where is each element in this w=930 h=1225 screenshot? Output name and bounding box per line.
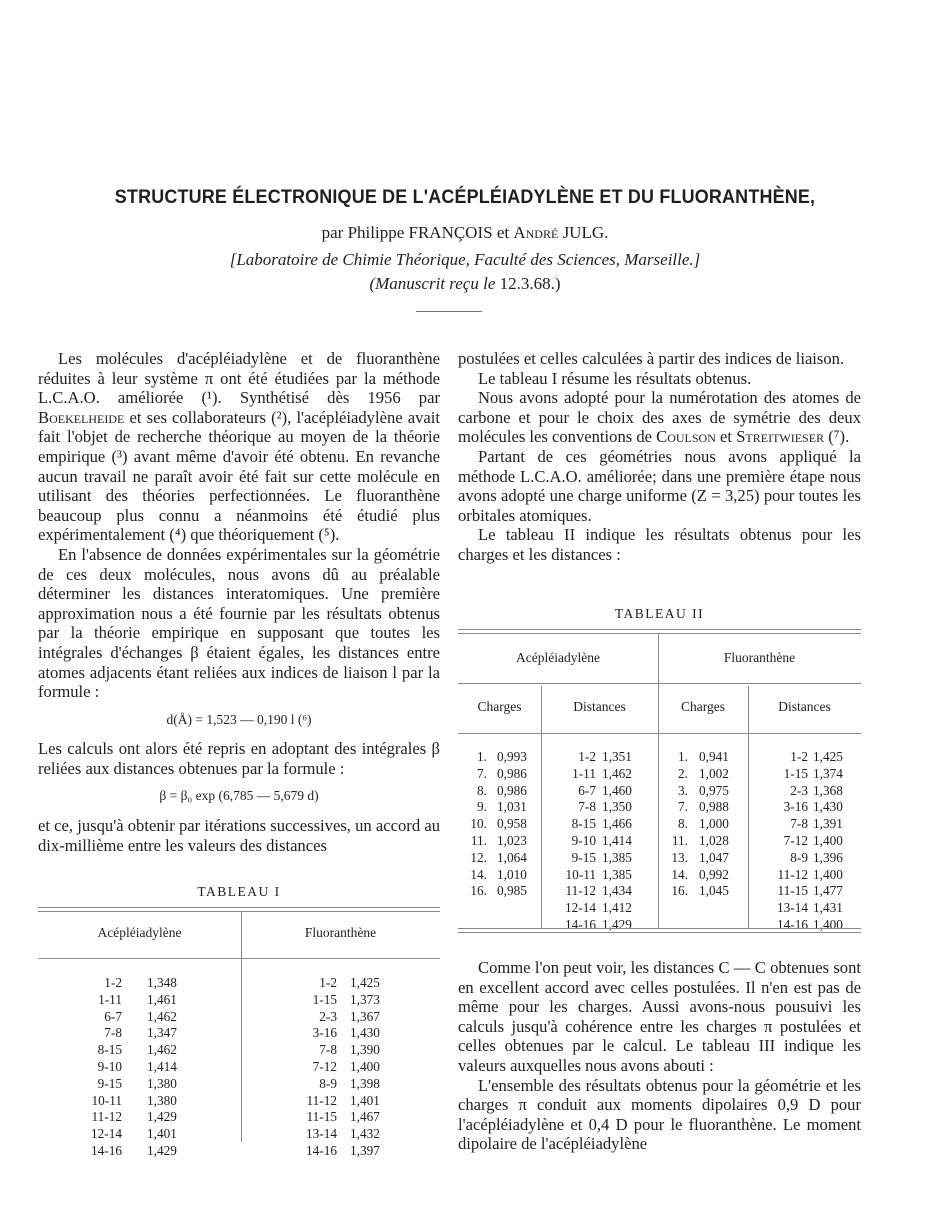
table-cell: 1,400 [813,832,843,848]
table-cell: 1,397 [350,1142,380,1158]
table-cell: 7-8 [790,816,808,832]
table-cell: 11-12 [306,1092,337,1108]
table1-b-bonds [285,975,337,1160]
table-cell: 11. [671,832,688,848]
table-cell: 1,414 [602,832,632,848]
table-cell: 1,400 [350,1058,380,1074]
table-cell: 1,430 [350,1025,380,1041]
table2-sub-charges-a: Charges [477,699,522,714]
table-cell: 1-2 [790,749,808,764]
table-cell: 7-12 [783,832,808,848]
table-cell: 1. [678,749,688,764]
table-cell: 2-3 [319,1008,337,1024]
table-cell: 13-14 [776,900,808,916]
table-cell: 6-7 [578,782,596,798]
table-cell: 13. [671,849,688,865]
table-cell: 1,462 [147,1008,177,1024]
authors-prefix: par Philippe FRANÇOIS et [321,223,514,242]
table-cell: 14. [671,866,688,882]
table-cell: 1,429 [602,916,632,932]
table-cell: 1,023 [497,832,527,848]
table-cell: 1,350 [602,799,632,815]
table-cell: 10-11 [91,1092,122,1108]
table2-b-atoms [664,749,688,900]
table-cell: 1,391 [813,816,843,832]
table-cell: 1,477 [813,883,843,899]
table-cell: 0,988 [699,799,729,815]
table-cell: 1,000 [699,816,729,832]
table-cell: 1,429 [147,1109,177,1125]
table-cell: 7-8 [319,1042,337,1058]
table-cell: 14-16 [564,916,596,932]
table-cell: 1,045 [699,883,729,899]
table-cell: 1,401 [147,1126,177,1142]
table-cell: 1,434 [602,883,632,899]
table-cell: 11-12 [565,883,596,899]
table-cell: 2. [678,765,688,781]
table2-b-charges [699,749,745,900]
numerotation-text-b: (⁷). [824,427,850,447]
table-cell: 11-15 [306,1109,337,1125]
table-cell: 14-16 [305,1142,337,1158]
paragraph-numerotation [458,388,861,447]
table-cell: 1,380 [147,1092,177,1108]
table2-sub-divider-a [541,686,542,928]
table-cell: 8-9 [319,1075,337,1091]
received-close: ) [554,274,561,293]
table-cell: 1-15 [312,991,337,1007]
table-cell: 1,028 [699,832,729,848]
table2-sub-distances-a: Distances [573,699,626,714]
table-cell: 1-15 [783,765,808,781]
table-cell: 1,412 [602,900,632,916]
table1-a-values [147,975,207,1160]
table-cell: 16. [671,883,688,899]
table-cell: 0,941 [699,749,729,764]
formula-beta: β = β₀ exp (6,785 — 5,679 d) [159,788,319,804]
table-cell: 10. [470,816,487,832]
table-cell: 0,986 [497,765,527,781]
table1-a-bonds [70,975,122,1160]
table-cell: 0,958 [497,816,527,832]
table-cell: 12. [470,849,487,865]
paragraph-tableau1: Le tableau I résume les résultats obtenus. [478,368,752,388]
table-cell: 1,429 [147,1142,177,1158]
table-cell: 1,461 [147,991,177,1007]
paragraph-moments: L'ensemble des résultats obtenus pour la géométrie et les charges π conduit aux moments dipolaires 0,9 D pour l'acépléiadylène et 0,4 D pour le fluoranthène. Le moment dipolaire de l'acépléiadylène [458,1075,861,1154]
column-left [38,349,440,855]
table-cell: 0,986 [497,782,527,798]
table-cell: 14-16 [90,1142,122,1158]
table-cell: 8-15 [97,1042,122,1058]
table2-b-bonds [756,749,808,934]
table-cell: 8-15 [571,816,596,832]
table2-main-divider [658,634,659,928]
table2-sub-charges-b: Charges [681,699,725,714]
cited-author: Boekelheide [38,407,125,427]
table-cell: 11-15 [777,883,808,899]
table-cell: 7. [678,799,688,815]
table-cell: 1,373 [350,991,380,1007]
table-cell: 1. [477,749,487,764]
cited-author-coulson: Coulson [656,427,716,447]
article-title: STRUCTURE ÉLECTRONIQUE DE L'ACÉPLÉIADYLÈNE ET DU FLUORANTHÈNE, [114,186,816,208]
table2-header-acepleiadylene: Acépléiadylène [516,650,600,665]
table-cell: 1,385 [602,849,632,865]
column-right-lower [458,958,861,1154]
table2-title: TABLEAU II [614,606,705,621]
table2-bottom-rule [458,928,861,933]
table-cell: 13-14 [305,1126,337,1142]
table-cell: 1-11 [98,991,122,1007]
paragraph-postulees: postulées et celles calculées à partir des indices de liaison. [458,349,845,368]
table-cell: 1,064 [497,849,527,865]
table-cell: 1,466 [602,816,632,832]
table-cell: 1,347 [147,1025,177,1041]
table2-a-distances [602,749,652,934]
intro-text-a: Les molécules d'acépléiadylène et de fluoranthène réduites à leur système π ont été étudiées par la méthode L.C.A.O. améliorée (¹). Synthétisé dès 1956 par [38,349,440,408]
author2-first: André [513,223,559,242]
paragraph-calculs: Les calculs ont alors été repris en adoptant des intégrales β reliées aux distances obtenues par la formule : [38,739,440,778]
table-cell: 6-7 [104,1008,122,1024]
table-cell: 1,460 [602,782,632,798]
table1-header-rule [38,958,440,959]
table-cell: 1,390 [350,1042,380,1058]
table-cell: 1,425 [350,975,380,990]
table1-b-values [350,975,410,1160]
table-cell: 1,400 [813,866,843,882]
table-cell: 11-12 [91,1109,122,1125]
table-cell: 16. [470,883,487,899]
paragraph-geometry: En l'absence de données expérimentales sur la géométrie de ces deux molécules, nous avons dû au préalable déterminer les distances interatomiques. Une première approximation nous a été fournie par les résultats obtenus par la théorie empirique en supposant que toutes les intégrales d'échanges β étaient égales, les distances entre atomes adjacents étant reliées aux indices de liaison l par la formule : [38,544,440,702]
table-cell: 1,385 [602,866,632,882]
table-cell: 1,462 [147,1042,177,1058]
paragraph-iterations: et ce, jusqu'à obtenir par itérations successives, un accord au dix-millième entre les valeurs des distances [38,816,440,855]
table-cell: 1-2 [319,975,337,990]
table-cell: 1,432 [350,1126,380,1142]
column-right [458,349,861,565]
table-cell: 1,467 [350,1109,380,1125]
table-cell: 0,992 [699,866,729,882]
intro-text-b: et ses collaborateurs (²), l'acépléiadylène avait fait l'objet de recherche théorique au moyen de la théorie empirique (³) avant même d'avoir été obtenu. En revanche aucun travail ne paraît avoir été fait sur cette molécule en utilisant des théories perfectionnées. Le fluoranthène beaucoup plus connu a néanmoins été étudié plus expérimentalement (⁴) que théoriquement (⁵). [38,407,440,545]
table-cell: 1,010 [497,866,527,882]
table-cell: 9. [477,799,487,815]
formula-distance: d(Å) = 1,523 — 0,190 l (⁶) [166,711,312,727]
table1-header-acepleiadylene: Acépléiadylène [97,925,182,940]
table-cell: 1,351 [602,749,632,764]
table-cell: 9-15 [571,849,596,865]
received-text: (Manuscrit reçu le [369,274,500,293]
affiliation: [Laboratoire de Chimie Théorique, Faculté des Sciences, Marseille.] [229,250,701,269]
table-cell: 9-10 [571,832,596,848]
numerotation-text-a: Nous avons adopté pour la numérotation des atomes de carbone et pour le choix des axes de symétrie des deux molécules les conventions de [458,388,861,447]
table-cell: 7-12 [312,1058,337,1074]
table-cell: 7-8 [104,1025,122,1041]
table-cell: 1,367 [350,1008,380,1024]
table-cell: 1,396 [813,849,843,865]
table-cell: 0,975 [699,782,729,798]
table-cell: 1,462 [602,765,632,781]
table-cell: 12-14 [90,1126,122,1142]
author2-last: JULG. [558,223,609,242]
table-cell: 7-8 [578,799,596,815]
table-cell: 1,398 [350,1075,380,1091]
table-cell: 14-16 [776,916,808,932]
table-cell: 0,985 [497,883,527,899]
table-cell: 3-16 [783,799,808,815]
table2-top-rule [458,629,861,634]
title-separator [416,311,482,312]
table-cell: 3. [678,782,688,798]
table2-b-distances [813,749,859,934]
authors-line [0,223,930,243]
table-cell: 11-12 [777,866,808,882]
table-cell: 1,380 [147,1075,177,1091]
table-cell: 1,348 [147,975,177,990]
table-cell: 8. [477,782,487,798]
table-cell: 1,425 [813,749,843,764]
table2-a-bonds [548,749,596,934]
paragraph-comparaison: Comme l'on peut voir, les distances C — C obtenues sont en excellent accord avec celles postulées. Il n'en est pas de même pour les charges. Aussi avons-nous pousuivi les calculs jusqu'à cohérence entre les charges π postulées et celles obtenues par le calcul. Le tableau III indique les valeurs auxquelles nous avons abouti : [458,958,861,1075]
paragraph-tableau2: Le tableau II indique les résultats obtenus pour les charges et les distances : [458,525,861,564]
table1-title: TABLEAU I [197,884,281,899]
table2-a-charges [497,749,541,900]
table-cell: 2-3 [790,782,808,798]
table-cell: 1,002 [699,765,729,781]
table-cell: 9-10 [97,1058,122,1074]
table2-header-fluoranthene: Fluoranthène [723,650,796,665]
table-cell: 11. [470,832,487,848]
table1-divider [241,912,242,1142]
table-cell: 1,431 [813,900,843,916]
table2-sub-divider-b [748,686,749,928]
numerotation-text-mid: et [715,427,737,447]
table-cell: 1,047 [699,849,729,865]
table-cell: 1,374 [813,765,843,781]
table-cell: 1,414 [147,1058,177,1074]
table-cell: 1,430 [813,799,843,815]
table-cell: 12-14 [564,900,596,916]
table-cell: 1-11 [572,765,596,781]
cited-author-streitwieser: Streitwieser [736,427,825,447]
paragraph-intro [38,349,440,545]
table1-top-rule [38,907,440,912]
table2-header-rule [458,683,861,684]
table-cell: 3-16 [312,1025,337,1041]
paragraph-methode: Partant de ces géométries nous avons appliqué la méthode L.C.A.O. améliorée; dans une première étape nous avons adopté une charge uniforme (Z = 3,25) pour toutes les orbitales atomiques. [458,446,861,525]
table2-a-atoms [463,749,487,900]
table-cell: 10-11 [565,866,596,882]
table-cell: 1,400 [813,916,843,932]
table-cell: 8. [678,816,688,832]
table-cell: 1-2 [578,749,596,764]
table-cell: 14. [470,866,487,882]
received-line [0,274,930,294]
received-date: 12.3.68. [499,274,555,293]
table2-sub-distances-b: Distances [778,699,831,714]
table-cell: 7. [477,765,487,781]
table-cell: 1,368 [813,782,843,798]
table-cell: 1,401 [350,1092,380,1108]
table-cell: 8-9 [790,849,808,865]
table-cell: 9-15 [97,1075,122,1091]
table-cell: 1,031 [497,799,527,815]
table-cell: 0,993 [497,749,527,764]
table-cell: 1-2 [104,975,122,990]
table2-subheader-rule [458,733,861,734]
table1-header-fluoranthene: Fluoranthène [304,925,377,940]
